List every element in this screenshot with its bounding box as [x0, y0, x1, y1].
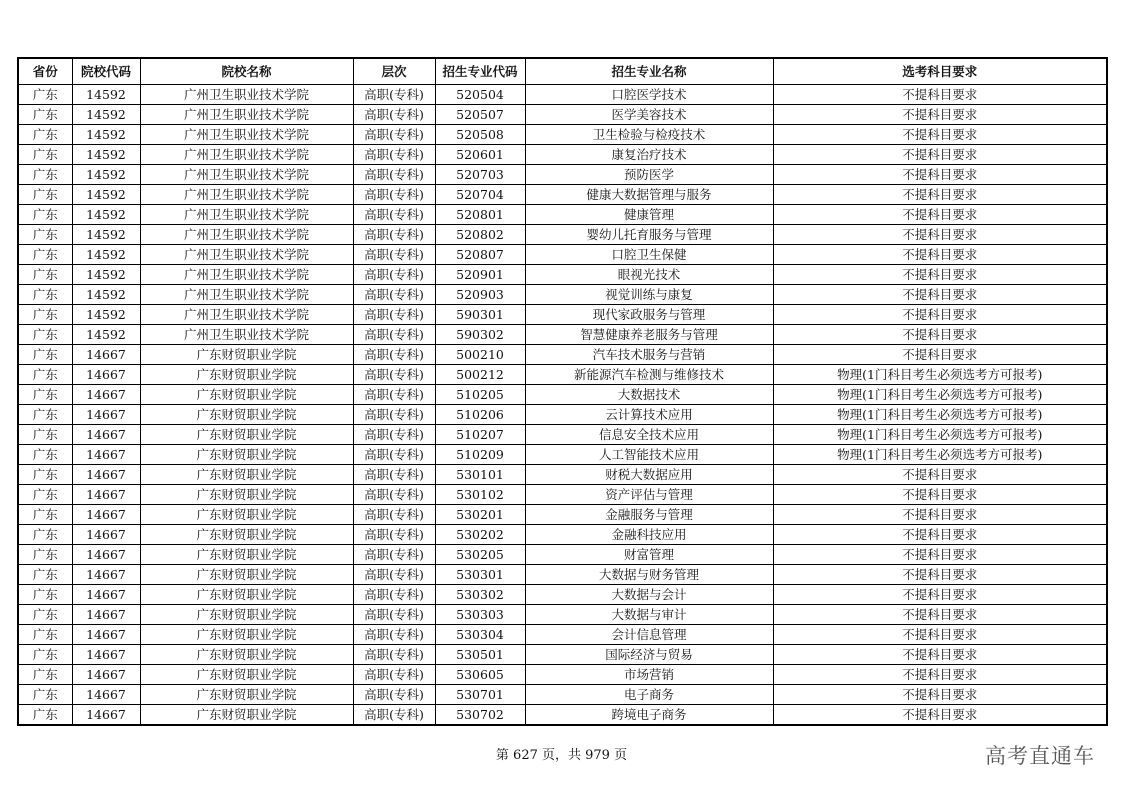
cell-school-name: 广州卫生职业技术学院: [140, 165, 353, 185]
cell-school-code: 14667: [72, 565, 140, 585]
cell-level: 高职(专科): [353, 525, 435, 545]
cell-level: 高职(专科): [353, 605, 435, 625]
cell-province: 广东: [18, 365, 72, 385]
cell-province: 广东: [18, 185, 72, 205]
cell-school-name: 广东财贸职业学院: [140, 645, 353, 665]
cell-subject-requirement: 不提科目要求: [773, 325, 1107, 345]
cell-school-name: 广州卫生职业技术学院: [140, 85, 353, 105]
table-row: [18, 105, 1107, 125]
cell-province: 广东: [18, 505, 72, 525]
cell-province: 广东: [18, 425, 72, 445]
cell-school-name: 广东财贸职业学院: [140, 485, 353, 505]
cell-school-code: 14592: [72, 245, 140, 265]
cell-school-code: 14667: [72, 485, 140, 505]
cell-province: 广东: [18, 705, 72, 726]
cell-province: 广东: [18, 545, 72, 565]
cell-subject-requirement: 不提科目要求: [773, 485, 1107, 505]
cell-level: 高职(专科): [353, 405, 435, 425]
table-row: [18, 365, 1107, 385]
cell-school-name: 广东财贸职业学院: [140, 405, 353, 425]
cell-major-name: 财税大数据应用: [525, 465, 773, 485]
cell-province: 广东: [18, 85, 72, 105]
cell-subject-requirement: 不提科目要求: [773, 585, 1107, 605]
column-header-school-code: 院校代码: [72, 58, 140, 85]
cell-subject-requirement: 物理(1门科目考生必须选考方可报考): [773, 365, 1107, 385]
cell-level: 高职(专科): [353, 185, 435, 205]
cell-subject-requirement: 不提科目要求: [773, 625, 1107, 645]
cell-subject-requirement: 不提科目要求: [773, 465, 1107, 485]
cell-level: 高职(专科): [353, 585, 435, 605]
table-row: [18, 705, 1107, 726]
cell-major-name: 口腔医学技术: [525, 85, 773, 105]
cell-level: 高职(专科): [353, 325, 435, 345]
cell-school-name: 广东财贸职业学院: [140, 385, 353, 405]
cell-subject-requirement: 不提科目要求: [773, 545, 1107, 565]
cell-major-code: 530701: [435, 685, 525, 705]
cell-level: 高职(专科): [353, 545, 435, 565]
table-row: [18, 225, 1107, 245]
cell-major-code: 510207: [435, 425, 525, 445]
cell-level: 高职(专科): [353, 705, 435, 726]
cell-major-name: 金融科技应用: [525, 525, 773, 545]
cell-major-code: 530102: [435, 485, 525, 505]
cell-school-name: 广东财贸职业学院: [140, 625, 353, 645]
cell-major-code: 520703: [435, 165, 525, 185]
cell-major-name: 大数据与审计: [525, 605, 773, 625]
cell-level: 高职(专科): [353, 205, 435, 225]
cell-level: 高职(专科): [353, 645, 435, 665]
cell-major-name: 健康管理: [525, 205, 773, 225]
cell-level: 高职(专科): [353, 345, 435, 365]
cell-major-code: 520901: [435, 265, 525, 285]
cell-school-code: 14592: [72, 185, 140, 205]
cell-major-name: 健康大数据管理与服务: [525, 185, 773, 205]
cell-subject-requirement: 不提科目要求: [773, 185, 1107, 205]
cell-major-name: 市场营销: [525, 665, 773, 685]
cell-major-code: 530201: [435, 505, 525, 525]
cell-school-name: 广州卫生职业技术学院: [140, 285, 353, 305]
cell-province: 广东: [18, 125, 72, 145]
table-row: [18, 645, 1107, 665]
cell-subject-requirement: 不提科目要求: [773, 565, 1107, 585]
cell-major-code: 520508: [435, 125, 525, 145]
table-row: [18, 545, 1107, 565]
admission-table: [17, 57, 1108, 726]
cell-major-code: 500212: [435, 365, 525, 385]
cell-major-name: 国际经济与贸易: [525, 645, 773, 665]
cell-school-code: 14667: [72, 605, 140, 625]
table-row: [18, 285, 1107, 305]
cell-subject-requirement: 不提科目要求: [773, 225, 1107, 245]
cell-major-code: 520801: [435, 205, 525, 225]
cell-major-code: 530605: [435, 665, 525, 685]
cell-school-name: 广东财贸职业学院: [140, 665, 353, 685]
cell-school-code: 14592: [72, 125, 140, 145]
cell-subject-requirement: 不提科目要求: [773, 205, 1107, 225]
cell-subject-requirement: 不提科目要求: [773, 605, 1107, 625]
cell-province: 广东: [18, 165, 72, 185]
cell-level: 高职(专科): [353, 125, 435, 145]
cell-major-code: 530301: [435, 565, 525, 585]
cell-subject-requirement: 不提科目要求: [773, 165, 1107, 185]
cell-school-code: 14592: [72, 265, 140, 285]
cell-major-name: 大数据技术: [525, 385, 773, 405]
cell-level: 高职(专科): [353, 385, 435, 405]
table-row: [18, 185, 1107, 205]
cell-school-code: 14592: [72, 225, 140, 245]
watermark-logo: 高考直通车: [985, 744, 1095, 768]
cell-level: 高职(专科): [353, 225, 435, 245]
cell-major-code: 530202: [435, 525, 525, 545]
cell-major-code: 530302: [435, 585, 525, 605]
cell-school-code: 14667: [72, 365, 140, 385]
cell-school-name: 广州卫生职业技术学院: [140, 245, 353, 265]
cell-major-code: 520704: [435, 185, 525, 205]
cell-level: 高职(专科): [353, 485, 435, 505]
cell-province: 广东: [18, 405, 72, 425]
cell-school-name: 广州卫生职业技术学院: [140, 105, 353, 125]
table-row: [18, 305, 1107, 325]
cell-level: 高职(专科): [353, 565, 435, 585]
cell-school-code: 14667: [72, 345, 140, 365]
cell-major-name: 预防医学: [525, 165, 773, 185]
cell-school-name: 广东财贸职业学院: [140, 345, 353, 365]
cell-school-code: 14592: [72, 85, 140, 105]
header-row: [18, 58, 1107, 85]
cell-subject-requirement: 不提科目要求: [773, 105, 1107, 125]
cell-major-code: 530303: [435, 605, 525, 625]
table-row: [18, 265, 1107, 285]
cell-level: 高职(专科): [353, 165, 435, 185]
cell-subject-requirement: 物理(1门科目考生必须选考方可报考): [773, 445, 1107, 465]
cell-subject-requirement: 物理(1门科目考生必须选考方可报考): [773, 425, 1107, 445]
table-row: [18, 445, 1107, 465]
cell-school-name: 广东财贸职业学院: [140, 365, 353, 385]
cell-major-code: 520504: [435, 85, 525, 105]
cell-school-code: 14592: [72, 205, 140, 225]
cell-major-name: 大数据与财务管理: [525, 565, 773, 585]
cell-level: 高职(专科): [353, 245, 435, 265]
cell-major-name: 信息安全技术应用: [525, 425, 773, 445]
cell-major-name: 会计信息管理: [525, 625, 773, 645]
cell-major-name: 口腔卫生保健: [525, 245, 773, 265]
cell-subject-requirement: 物理(1门科目考生必须选考方可报考): [773, 385, 1107, 405]
column-header-province: 省份: [18, 58, 72, 85]
cell-subject-requirement: 不提科目要求: [773, 665, 1107, 685]
cell-major-code: 530501: [435, 645, 525, 665]
cell-province: 广东: [18, 665, 72, 685]
cell-subject-requirement: 不提科目要求: [773, 305, 1107, 325]
table-row: [18, 625, 1107, 645]
table-row: [18, 665, 1107, 685]
cell-major-code: 530205: [435, 545, 525, 565]
cell-province: 广东: [18, 445, 72, 465]
cell-major-code: 530304: [435, 625, 525, 645]
table-row: [18, 125, 1107, 145]
cell-school-code: 14592: [72, 325, 140, 345]
cell-school-name: 广东财贸职业学院: [140, 685, 353, 705]
cell-major-code: 530101: [435, 465, 525, 485]
cell-school-name: 广州卫生职业技术学院: [140, 225, 353, 245]
cell-major-code: 520807: [435, 245, 525, 265]
table-header: [18, 58, 1107, 85]
table-row: [18, 525, 1107, 545]
cell-subject-requirement: 不提科目要求: [773, 345, 1107, 365]
cell-level: 高职(专科): [353, 85, 435, 105]
cell-level: 高职(专科): [353, 685, 435, 705]
table-row: [18, 465, 1107, 485]
cell-school-name: 广东财贸职业学院: [140, 605, 353, 625]
cell-level: 高职(专科): [353, 445, 435, 465]
cell-province: 广东: [18, 265, 72, 285]
cell-province: 广东: [18, 225, 72, 245]
cell-level: 高职(专科): [353, 365, 435, 385]
cell-school-code: 14667: [72, 665, 140, 685]
cell-level: 高职(专科): [353, 505, 435, 525]
cell-school-code: 14592: [72, 165, 140, 185]
cell-school-code: 14667: [72, 385, 140, 405]
cell-school-name: 广东财贸职业学院: [140, 505, 353, 525]
cell-subject-requirement: 不提科目要求: [773, 145, 1107, 165]
table-row: [18, 605, 1107, 625]
cell-major-code: 510205: [435, 385, 525, 405]
cell-school-code: 14667: [72, 405, 140, 425]
column-header-level: 层次: [353, 58, 435, 85]
cell-school-code: 14667: [72, 445, 140, 465]
cell-school-code: 14592: [72, 285, 140, 305]
cell-province: 广东: [18, 345, 72, 365]
cell-province: 广东: [18, 525, 72, 545]
table-row: [18, 585, 1107, 605]
cell-province: 广东: [18, 325, 72, 345]
cell-province: 广东: [18, 685, 72, 705]
table-row: [18, 85, 1107, 105]
cell-major-code: 520802: [435, 225, 525, 245]
cell-school-code: 14667: [72, 705, 140, 726]
cell-major-code: 520507: [435, 105, 525, 125]
cell-school-code: 14667: [72, 645, 140, 665]
cell-province: 广东: [18, 285, 72, 305]
cell-school-name: 广州卫生职业技术学院: [140, 125, 353, 145]
cell-school-name: 广东财贸职业学院: [140, 585, 353, 605]
cell-level: 高职(专科): [353, 105, 435, 125]
column-header-major-name: 招生专业名称: [525, 58, 773, 85]
cell-school-code: 14592: [72, 145, 140, 165]
cell-major-name: 新能源汽车检测与维修技术: [525, 365, 773, 385]
cell-province: 广东: [18, 605, 72, 625]
cell-subject-requirement: 不提科目要求: [773, 505, 1107, 525]
cell-school-name: 广东财贸职业学院: [140, 565, 353, 585]
cell-major-name: 现代家政服务与管理: [525, 305, 773, 325]
table-row: [18, 345, 1107, 365]
cell-level: 高职(专科): [353, 625, 435, 645]
cell-province: 广东: [18, 485, 72, 505]
table-row: [18, 505, 1107, 525]
cell-level: 高职(专科): [353, 465, 435, 485]
cell-major-code: 510206: [435, 405, 525, 425]
cell-province: 广东: [18, 305, 72, 325]
cell-subject-requirement: 不提科目要求: [773, 685, 1107, 705]
cell-province: 广东: [18, 105, 72, 125]
cell-province: 广东: [18, 645, 72, 665]
cell-major-code: 500210: [435, 345, 525, 365]
table-row: [18, 145, 1107, 165]
cell-school-code: 14667: [72, 525, 140, 545]
cell-level: 高职(专科): [353, 285, 435, 305]
table-row: [18, 165, 1107, 185]
table-row: [18, 565, 1107, 585]
cell-school-code: 14667: [72, 505, 140, 525]
table-row: [18, 205, 1107, 225]
cell-province: 广东: [18, 385, 72, 405]
cell-school-code: 14667: [72, 545, 140, 565]
cell-subject-requirement: 物理(1门科目考生必须选考方可报考): [773, 405, 1107, 425]
cell-major-name: 眼视光技术: [525, 265, 773, 285]
cell-major-code: 520903: [435, 285, 525, 305]
cell-level: 高职(专科): [353, 425, 435, 445]
cell-major-name: 视觉训练与康复: [525, 285, 773, 305]
cell-school-code: 14667: [72, 585, 140, 605]
cell-school-name: 广州卫生职业技术学院: [140, 265, 353, 285]
cell-school-name: 广州卫生职业技术学院: [140, 325, 353, 345]
cell-major-name: 智慧健康养老服务与管理: [525, 325, 773, 345]
cell-subject-requirement: 不提科目要求: [773, 245, 1107, 265]
cell-major-code: 590301: [435, 305, 525, 325]
cell-school-name: 广州卫生职业技术学院: [140, 205, 353, 225]
cell-province: 广东: [18, 585, 72, 605]
cell-major-code: 510209: [435, 445, 525, 465]
cell-subject-requirement: 不提科目要求: [773, 525, 1107, 545]
cell-subject-requirement: 不提科目要求: [773, 705, 1107, 726]
cell-school-code: 14592: [72, 105, 140, 125]
table-row: [18, 385, 1107, 405]
cell-school-name: 广东财贸职业学院: [140, 705, 353, 726]
cell-major-code: 590302: [435, 325, 525, 345]
cell-subject-requirement: 不提科目要求: [773, 85, 1107, 105]
cell-school-code: 14667: [72, 625, 140, 645]
cell-level: 高职(专科): [353, 265, 435, 285]
cell-major-name: 大数据与会计: [525, 585, 773, 605]
cell-school-name: 广州卫生职业技术学院: [140, 185, 353, 205]
column-header-subject-requirement: 选考科目要求: [773, 58, 1107, 85]
cell-province: 广东: [18, 145, 72, 165]
table-row: [18, 325, 1107, 345]
cell-major-code: 520601: [435, 145, 525, 165]
cell-subject-requirement: 不提科目要求: [773, 265, 1107, 285]
cell-school-name: 广东财贸职业学院: [140, 465, 353, 485]
cell-province: 广东: [18, 205, 72, 225]
column-header-major-code: 招生专业代码: [435, 58, 525, 85]
cell-province: 广东: [18, 245, 72, 265]
cell-school-code: 14667: [72, 685, 140, 705]
cell-level: 高职(专科): [353, 145, 435, 165]
cell-school-code: 14592: [72, 305, 140, 325]
cell-school-name: 广东财贸职业学院: [140, 445, 353, 465]
cell-school-name: 广州卫生职业技术学院: [140, 145, 353, 165]
cell-subject-requirement: 不提科目要求: [773, 125, 1107, 145]
cell-major-name: 婴幼儿托育服务与管理: [525, 225, 773, 245]
cell-level: 高职(专科): [353, 305, 435, 325]
cell-province: 广东: [18, 625, 72, 645]
cell-major-name: 金融服务与管理: [525, 505, 773, 525]
cell-major-name: 医学美容技术: [525, 105, 773, 125]
table-row: [18, 405, 1107, 425]
table-row: [18, 685, 1107, 705]
cell-major-name: 汽车技术服务与营销: [525, 345, 773, 365]
cell-major-name: 资产评估与管理: [525, 485, 773, 505]
table-row: [18, 485, 1107, 505]
column-header-school-name: 院校名称: [140, 58, 353, 85]
cell-school-name: 广东财贸职业学院: [140, 425, 353, 445]
cell-level: 高职(专科): [353, 665, 435, 685]
cell-province: 广东: [18, 465, 72, 485]
cell-major-name: 电子商务: [525, 685, 773, 705]
cell-province: 广东: [18, 565, 72, 585]
table-body: [18, 85, 1107, 726]
cell-major-code: 530702: [435, 705, 525, 726]
cell-school-name: 广东财贸职业学院: [140, 545, 353, 565]
cell-major-name: 跨境电子商务: [525, 705, 773, 726]
cell-major-name: 卫生检验与检疫技术: [525, 125, 773, 145]
cell-major-name: 财富管理: [525, 545, 773, 565]
cell-major-name: 康复治疗技术: [525, 145, 773, 165]
cell-major-name: 云计算技术应用: [525, 405, 773, 425]
cell-major-name: 人工智能技术应用: [525, 445, 773, 465]
table-row: [18, 425, 1107, 445]
cell-subject-requirement: 不提科目要求: [773, 285, 1107, 305]
cell-school-code: 14667: [72, 425, 140, 445]
table-row: [18, 245, 1107, 265]
cell-school-name: 广东财贸职业学院: [140, 525, 353, 545]
cell-school-code: 14667: [72, 465, 140, 485]
cell-subject-requirement: 不提科目要求: [773, 645, 1107, 665]
page-number: 第 627 页，共 979 页: [495, 748, 628, 763]
cell-school-name: 广州卫生职业技术学院: [140, 305, 353, 325]
